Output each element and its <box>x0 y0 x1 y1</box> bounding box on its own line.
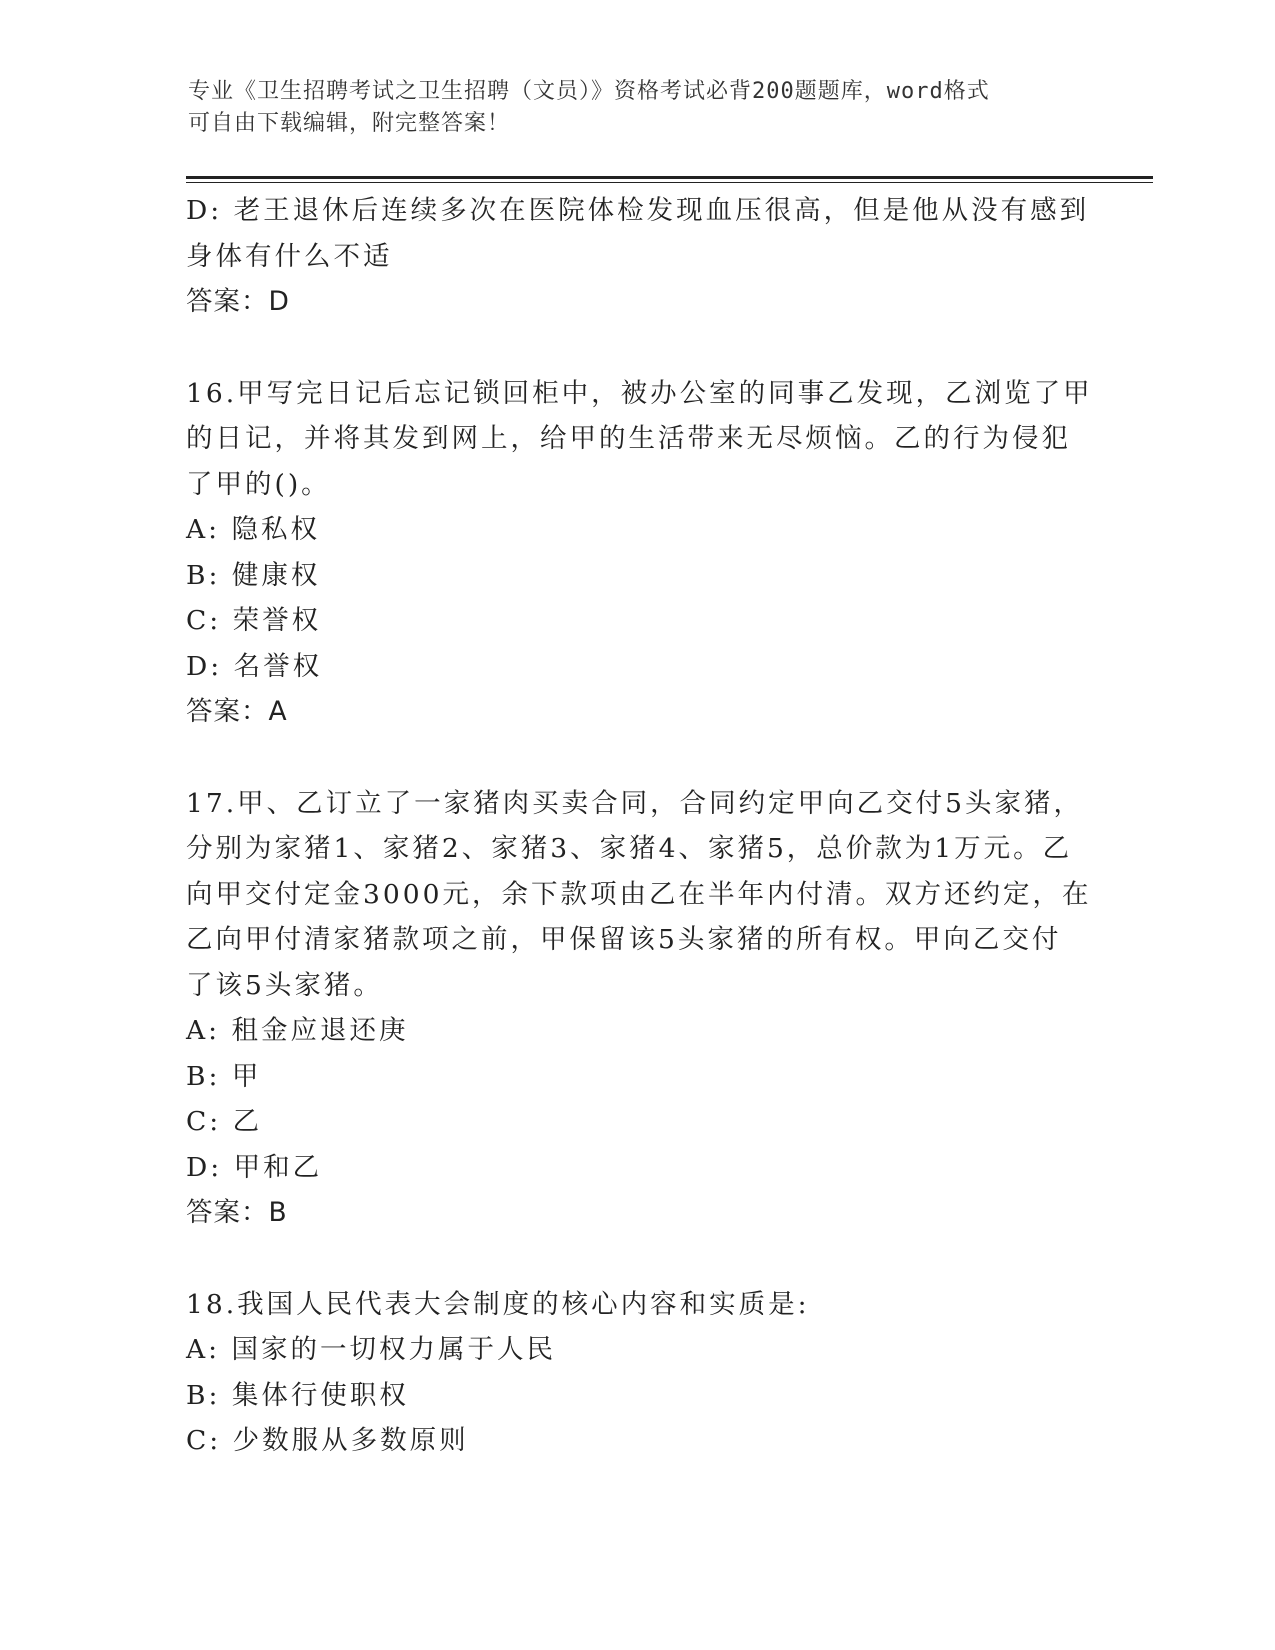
option-a: A: 租金应退还庚 <box>186 1015 409 1046</box>
question-gap <box>186 735 1086 781</box>
option-a: A: 隐私权 <box>186 514 320 545</box>
answer-line: 答案：B <box>186 1197 288 1228</box>
question-stem-line: 的日记，并将其发到网上，给甲的生活带来无尽烦恼。乙的行为侵犯 <box>186 423 1071 454</box>
question-17 <box>186 781 1092 1236</box>
option-b: B: 集体行使职权 <box>186 1379 409 1411</box>
question-stem-line: 17.甲、乙订立了一家猪肉买卖合同，合同约定甲向乙交付5头家猪， <box>186 787 1084 819</box>
document-header <box>188 76 1088 140</box>
option-d: D: 甲和乙 <box>186 1151 323 1183</box>
option-b: B: 甲 <box>186 1060 262 1092</box>
question-stem-line: 了该5头家猪。 <box>186 969 383 1001</box>
question-stem-line: 了甲的()。 <box>186 468 331 500</box>
previous-question-tail <box>186 188 1090 325</box>
question-stem-line: 16.甲写完日记后忘记锁回柜中，被办公室的同事乙发现，乙浏览了甲 <box>186 377 1093 409</box>
header-line-2: 可自由下载编辑，附完整答案！ <box>188 111 511 136</box>
question-stem-line: 18.我国人民代表大会制度的核心内容和实质是: <box>186 1288 810 1320</box>
answer-line: 答案：D <box>186 286 290 317</box>
option-a: A: 国家的一切权力属于人民 <box>186 1334 556 1365</box>
question-18 <box>186 1282 1086 1464</box>
header-rule-thick <box>186 176 1153 179</box>
option-d: D: 名誉权 <box>186 650 323 682</box>
option-c: C: 乙 <box>186 1106 263 1137</box>
answer-line: 答案：A <box>186 696 288 727</box>
question-content <box>186 188 1093 1464</box>
question-stem-line: 乙向甲付清家猪款项之前，甲保留该5头家猪的所有权。甲向乙交付 <box>186 924 1062 955</box>
option-c: C: 荣誉权 <box>186 605 322 636</box>
question-gap <box>186 325 1086 371</box>
option-c: C: 少数服从多数原则 <box>186 1425 469 1456</box>
header-rule-thin <box>186 182 1153 183</box>
header-line-1: 专业《卫生招聘考试之卫生招聘（文员）》资格考试必背200题题库，word格式 <box>188 79 990 104</box>
question-stem-line: 分别为家猪1、家猪2、家猪3、家猪4、家猪5，总价款为1万元。乙 <box>186 833 1073 864</box>
question-gap <box>186 1236 1086 1282</box>
question-stem-line: 向甲交付定金3000元，余下款项由乙在半年内付清。双方还约定，在 <box>186 878 1092 910</box>
question-16 <box>186 371 1093 735</box>
option-d-line-1: D: 老王退休后连续多次在医院体检发现血压很高，但是他从没有感到 <box>186 195 1090 226</box>
option-b: B: 健康权 <box>186 559 321 591</box>
option-d-line-2: 身体有什么不适 <box>186 240 393 272</box>
